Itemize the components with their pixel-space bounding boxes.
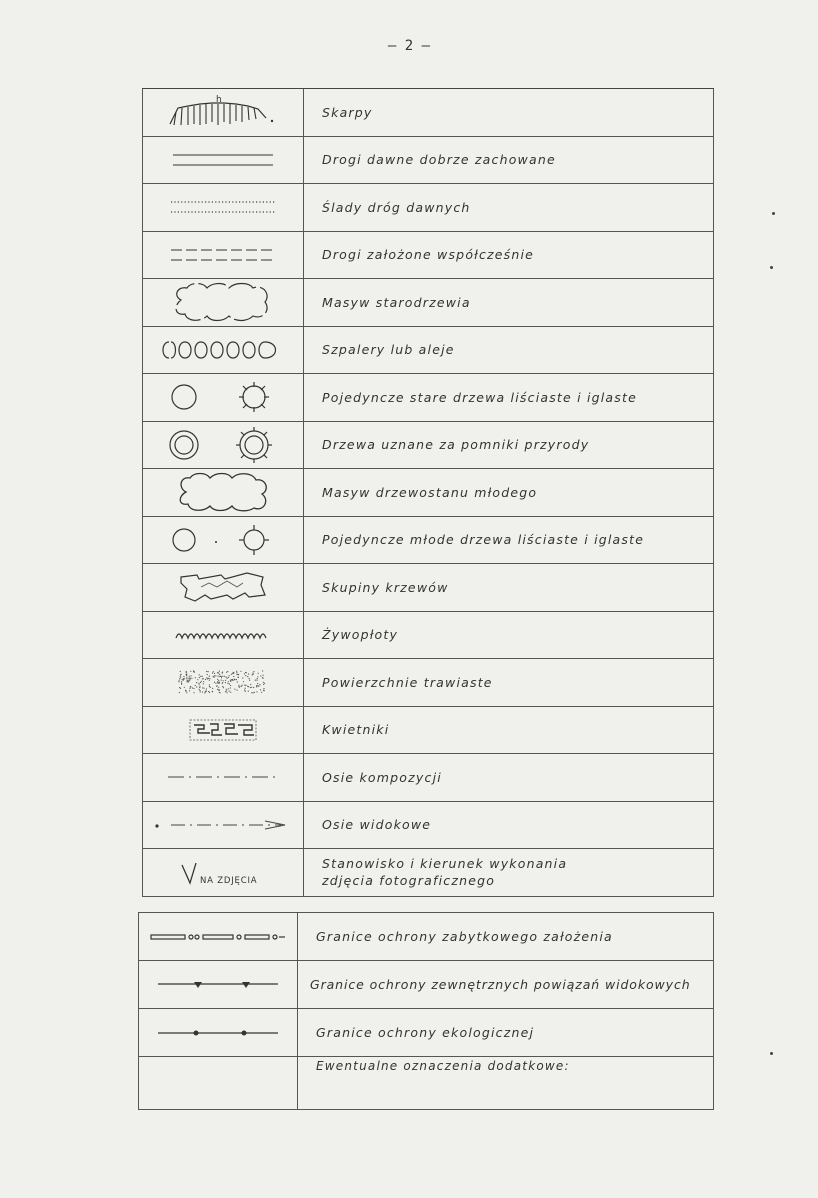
stipple-dot bbox=[231, 674, 232, 675]
stipple-dot bbox=[201, 681, 202, 682]
stipple-dot bbox=[237, 690, 238, 691]
stipple-dot bbox=[197, 679, 198, 680]
stipple-dot bbox=[261, 692, 262, 693]
stipple-dot bbox=[225, 691, 226, 692]
legend-row bbox=[138, 1009, 714, 1057]
stipple-dot bbox=[214, 673, 215, 674]
stipple-dot bbox=[217, 673, 218, 674]
stipple-dot bbox=[245, 688, 246, 689]
legend-label: Powierzchnie trawiaste bbox=[322, 674, 493, 690]
stipple-dot bbox=[262, 677, 263, 678]
stipple-dot bbox=[252, 675, 253, 676]
stipple-dot bbox=[245, 675, 246, 676]
chain-icon bbox=[143, 327, 304, 374]
stipple-dot bbox=[198, 683, 199, 684]
stipple-dot bbox=[215, 676, 216, 677]
stipple-dot bbox=[223, 687, 224, 688]
stipple-dot bbox=[233, 672, 234, 673]
stipple-dot bbox=[208, 691, 209, 692]
stipple-dot bbox=[221, 677, 222, 678]
stipple-dot bbox=[200, 687, 201, 688]
stipple-dot bbox=[228, 677, 229, 678]
stipple-dot bbox=[216, 686, 217, 687]
stipple-dot bbox=[258, 673, 259, 674]
stipple-dot bbox=[209, 685, 210, 686]
stipple-dot bbox=[190, 676, 191, 677]
stipple-dot bbox=[200, 676, 201, 677]
stipple-dot bbox=[263, 682, 264, 683]
legend-label: Granice ochrony zabytkowego założenia bbox=[316, 929, 613, 944]
stipple-dot bbox=[229, 684, 230, 685]
stipple-dot bbox=[224, 676, 225, 677]
stipple-dot bbox=[207, 674, 208, 675]
stipple-dot bbox=[209, 686, 210, 687]
border-legend-table bbox=[138, 912, 714, 1110]
tree-pair-icon bbox=[143, 517, 304, 564]
legend-row bbox=[142, 612, 714, 660]
stipple-dot bbox=[191, 678, 192, 679]
stipple-dot bbox=[217, 689, 218, 690]
stipple-dot bbox=[258, 686, 259, 687]
flowerbed-icon bbox=[143, 707, 304, 754]
stipple-dot bbox=[178, 681, 179, 682]
triangle-border-icon bbox=[139, 961, 298, 1008]
stipple-dot bbox=[213, 671, 214, 672]
skarpy-icon bbox=[143, 89, 304, 136]
stipple-dot bbox=[212, 688, 213, 689]
double-line-icon bbox=[143, 137, 304, 184]
heritage-border-icon bbox=[139, 913, 298, 960]
page-number: — 2 — bbox=[387, 38, 431, 54]
stipple-dot bbox=[203, 678, 204, 679]
stipple-dot bbox=[181, 683, 182, 684]
legend-row bbox=[142, 517, 714, 565]
stipple-dot bbox=[206, 678, 207, 679]
stipple-dot bbox=[263, 684, 264, 685]
legend-label: Żywopłoty bbox=[322, 627, 399, 643]
stipple-dot bbox=[222, 673, 223, 674]
dotted-double-line-icon bbox=[143, 184, 304, 231]
legend-label: Osie kompozycji bbox=[322, 769, 442, 785]
stipple-dot bbox=[186, 678, 187, 679]
stipple-dot bbox=[212, 691, 213, 692]
stipple-dot bbox=[238, 677, 239, 678]
skarpy-height-label: h bbox=[216, 95, 222, 106]
legend-label: Drogi dawne dobrze zachowane bbox=[322, 152, 556, 168]
stipple-dot bbox=[188, 678, 189, 679]
stipple-dot bbox=[253, 671, 254, 672]
stipple-dot bbox=[262, 671, 263, 672]
empty-symbol-cell bbox=[139, 1057, 298, 1109]
stipple-dot bbox=[180, 677, 181, 678]
stipple-dot bbox=[228, 689, 229, 690]
camera-v-icon bbox=[143, 849, 304, 896]
stipple-dot bbox=[248, 674, 249, 675]
stipple-dot bbox=[219, 682, 220, 683]
stipple-dot bbox=[225, 680, 226, 681]
camera-label: NA ZDJĘCIA bbox=[200, 876, 258, 887]
stipple-dot bbox=[189, 688, 190, 689]
stipple-dot bbox=[257, 678, 258, 679]
stipple-dot bbox=[208, 671, 209, 672]
speck bbox=[770, 266, 773, 269]
stipple-dot bbox=[226, 689, 227, 690]
stipple-dot bbox=[236, 679, 237, 680]
stipple-dot bbox=[249, 680, 250, 681]
stipple-dot bbox=[196, 687, 197, 688]
stipple-dot bbox=[187, 680, 188, 681]
stipple-dot bbox=[218, 680, 219, 681]
legend-row bbox=[142, 137, 714, 185]
legend-row bbox=[142, 327, 714, 375]
stipple-dot bbox=[232, 673, 233, 674]
cloud-icon bbox=[143, 469, 304, 516]
stipple-dot bbox=[200, 692, 201, 693]
stipple-dot bbox=[263, 675, 264, 676]
legend-label: Masyw starodrzewia bbox=[322, 294, 471, 310]
stipple-dot bbox=[241, 686, 242, 687]
stipple-dot bbox=[256, 680, 257, 681]
stipple-dot bbox=[189, 690, 190, 691]
stipple-dot bbox=[246, 672, 247, 673]
stipple-dot bbox=[228, 681, 229, 682]
legend-label: Szpalery lub aleje bbox=[322, 342, 455, 358]
legend-row bbox=[138, 912, 714, 961]
stipple-dot bbox=[185, 690, 186, 691]
legend-row bbox=[142, 184, 714, 232]
legend-table bbox=[142, 88, 714, 897]
stipple-dot bbox=[199, 684, 200, 685]
stipple-dot bbox=[181, 682, 182, 683]
stipple-dot bbox=[188, 681, 189, 682]
legend-label: Kwietniki bbox=[322, 722, 390, 738]
stipple-dot bbox=[229, 691, 230, 692]
stipple-dot bbox=[236, 672, 237, 673]
legend-label: Drogi założone współcześnie bbox=[322, 247, 535, 263]
stipple-dot bbox=[202, 676, 203, 677]
stipple-dot bbox=[219, 690, 220, 691]
stipple-dot bbox=[210, 687, 211, 688]
stipple-dot bbox=[238, 685, 239, 686]
stipple-dot bbox=[186, 675, 187, 676]
stipple-dot bbox=[237, 682, 238, 683]
legend-row bbox=[138, 1057, 714, 1110]
legend-label: Ewentualne oznaczenia dodatkowe: bbox=[316, 1059, 570, 1073]
stipple-dot bbox=[225, 682, 226, 683]
stipple-dot bbox=[206, 689, 207, 690]
stipple-dot bbox=[180, 675, 181, 676]
stipple-dot bbox=[257, 676, 258, 677]
stipple-dot bbox=[242, 685, 243, 686]
stipple-dot bbox=[180, 671, 181, 672]
stipple-dot bbox=[214, 676, 215, 677]
stipple-dot bbox=[259, 684, 260, 685]
stipple-dot bbox=[238, 674, 239, 675]
stipple-dot bbox=[254, 692, 255, 693]
stipple-dot bbox=[244, 690, 245, 691]
stipple-dot bbox=[227, 678, 228, 679]
stipple-dot bbox=[219, 676, 220, 677]
legend-label: Pojedyncze stare drzewa liściaste i iglaste bbox=[322, 389, 637, 405]
stipple-dot bbox=[219, 671, 220, 672]
stipple-dot bbox=[253, 687, 254, 688]
stipple-dot bbox=[192, 688, 193, 689]
double-tree-pair-icon bbox=[143, 422, 304, 469]
stipple-dot bbox=[255, 680, 256, 681]
stipple-dot bbox=[230, 681, 231, 682]
stipple-dot bbox=[183, 678, 184, 679]
stipple-dot bbox=[215, 683, 216, 684]
stipple-dot bbox=[180, 676, 181, 677]
legend-label: Ślady dróg dawnych bbox=[322, 199, 471, 215]
stipple-dot bbox=[236, 674, 237, 675]
stipple-dot bbox=[217, 682, 218, 683]
stipple-dot bbox=[250, 684, 251, 685]
legend-row bbox=[142, 374, 714, 422]
stipple-dot bbox=[185, 691, 186, 692]
stipple-dot bbox=[209, 680, 210, 681]
stipple-dot bbox=[186, 672, 187, 673]
stipple-dot bbox=[196, 682, 197, 683]
stipple-dot bbox=[248, 691, 249, 692]
stipple-dot bbox=[193, 688, 194, 689]
stipple-dot bbox=[199, 690, 200, 691]
stipple-dot bbox=[217, 679, 218, 680]
stipple-dot bbox=[222, 686, 223, 687]
stipple-dot bbox=[199, 677, 200, 678]
legend-label: Osie widokowe bbox=[322, 817, 432, 833]
stipple-dot bbox=[209, 676, 210, 677]
legend-row bbox=[142, 422, 714, 470]
legend-row bbox=[142, 707, 714, 755]
stipple-dot bbox=[195, 685, 196, 686]
stipple-dot bbox=[199, 675, 200, 676]
stipple-dot bbox=[230, 692, 231, 693]
stipple-dot bbox=[226, 691, 227, 692]
legend-label: Pojedyncze młode drzewa liściaste i iglaste bbox=[322, 532, 645, 548]
legend-label: Granice ochrony zewnętrznych powiązań widokowych bbox=[310, 977, 691, 992]
stipple-dot bbox=[230, 685, 231, 686]
stipple-dot bbox=[256, 692, 257, 693]
legend-row bbox=[142, 659, 714, 707]
stipple-dot bbox=[264, 690, 265, 691]
stipple-dot bbox=[221, 676, 222, 677]
stipple-dot bbox=[190, 678, 191, 679]
stipple-dot bbox=[234, 679, 235, 680]
stipple-dot bbox=[222, 682, 223, 683]
stipple-dot bbox=[186, 674, 187, 675]
stipple-dot bbox=[245, 691, 246, 692]
legend-row bbox=[142, 469, 714, 517]
stipple-dot bbox=[229, 675, 230, 676]
stipple-dot bbox=[243, 681, 244, 682]
stipple-dot bbox=[231, 679, 232, 680]
stipple-dot bbox=[206, 671, 207, 672]
stipple-dot bbox=[260, 676, 261, 677]
stipple-dot bbox=[264, 683, 265, 684]
stipple-dot bbox=[234, 689, 235, 690]
stipple-dot bbox=[221, 680, 222, 681]
legend-label bbox=[304, 849, 713, 896]
stipple-dot bbox=[226, 692, 227, 693]
stipple-dot bbox=[202, 688, 203, 689]
stipple-dot bbox=[179, 679, 180, 680]
stipple-dot bbox=[218, 687, 219, 688]
stipple-dot bbox=[227, 683, 228, 684]
stipple-dot bbox=[199, 689, 200, 690]
stipple-dot bbox=[218, 676, 219, 677]
legend-row bbox=[142, 754, 714, 802]
stipple-dot bbox=[247, 676, 248, 677]
legend-label: Skarpy bbox=[322, 104, 373, 120]
legend-label-line1: Stanowisko i kierunek wykonania bbox=[322, 856, 568, 872]
stipple-dot bbox=[205, 692, 206, 693]
legend-label: Granice ochrony ekologicznej bbox=[316, 1025, 535, 1040]
stipple-dot bbox=[184, 687, 185, 688]
wavy-line-icon bbox=[143, 612, 304, 659]
stipple-dot bbox=[217, 683, 218, 684]
stipple-dot bbox=[213, 676, 214, 677]
stipple-dot bbox=[227, 671, 228, 672]
legend-label: Masyw drzewostanu młodego bbox=[322, 484, 538, 500]
legend-row bbox=[142, 564, 714, 612]
stipple-dot bbox=[242, 678, 243, 679]
stipple-dot bbox=[249, 678, 250, 679]
speck bbox=[772, 212, 775, 215]
stipple-dot bbox=[247, 686, 248, 687]
stipple-dot bbox=[182, 679, 183, 680]
tree-pair-icon bbox=[143, 374, 304, 421]
stipple-dot bbox=[214, 682, 215, 683]
shrub-icon bbox=[143, 564, 304, 611]
stipple-dot bbox=[253, 693, 254, 694]
stipple-dot bbox=[226, 672, 227, 673]
stipple-dot bbox=[219, 674, 220, 675]
stipple-dot bbox=[238, 686, 239, 687]
dot-border-icon bbox=[139, 1009, 298, 1056]
stipple-dot bbox=[189, 676, 190, 677]
legend-label-line2: zdjęcia fotograficznego bbox=[322, 873, 496, 889]
stipple-dot bbox=[252, 673, 253, 674]
stipple-dot bbox=[200, 682, 201, 683]
stipple-dot bbox=[204, 693, 205, 694]
stipple-dot bbox=[202, 692, 203, 693]
stipple-dot bbox=[190, 671, 191, 672]
stipple-dot bbox=[195, 677, 196, 678]
stipple-dot bbox=[260, 690, 261, 691]
legend-row bbox=[142, 279, 714, 327]
stipple-dot bbox=[179, 692, 180, 693]
dashed-double-line-icon bbox=[143, 232, 304, 279]
legend-row bbox=[142, 802, 714, 850]
arrow-line-icon bbox=[143, 802, 304, 849]
stipple-dot bbox=[240, 671, 241, 672]
stipple-dot bbox=[206, 691, 207, 692]
stipple-dot bbox=[233, 676, 234, 677]
stipple-dot bbox=[186, 677, 187, 678]
stipple-dot bbox=[203, 681, 204, 682]
stipple-dot bbox=[193, 692, 194, 693]
stipple-dot bbox=[251, 692, 252, 693]
stipple-dot bbox=[180, 688, 181, 689]
stipple-dot bbox=[203, 688, 204, 689]
legend-row bbox=[142, 232, 714, 280]
stipple-dot bbox=[244, 685, 245, 686]
stipple-dot bbox=[189, 679, 190, 680]
stipple-dot bbox=[233, 680, 234, 681]
stipple-dot bbox=[263, 688, 264, 689]
stipple-dot bbox=[208, 678, 209, 679]
legend-row bbox=[138, 961, 714, 1009]
legend-row bbox=[142, 89, 714, 137]
stipple-dot bbox=[251, 687, 252, 688]
stipple-dot bbox=[190, 686, 191, 687]
legend-row bbox=[142, 849, 714, 897]
stipple-dot bbox=[187, 682, 188, 683]
stipple-dot bbox=[189, 680, 190, 681]
stipple-icon bbox=[143, 659, 304, 706]
dash-line-icon bbox=[143, 754, 304, 801]
stipple-dot bbox=[209, 692, 210, 693]
stipple-dot bbox=[256, 687, 257, 688]
stipple-dot bbox=[186, 692, 187, 693]
stipple-dot bbox=[220, 692, 221, 693]
stipple-dot bbox=[193, 671, 194, 672]
speck bbox=[770, 1052, 773, 1055]
stipple-dot bbox=[253, 674, 254, 675]
stipple-dot bbox=[203, 684, 204, 685]
cloud-icon bbox=[143, 279, 304, 326]
legend-label: Drzewa uznane za pomniki przyrody bbox=[322, 437, 590, 453]
stipple-dot bbox=[257, 683, 258, 684]
stipple-dot bbox=[256, 685, 257, 686]
stipple-dot bbox=[223, 680, 224, 681]
legend-label: Skupiny krzewów bbox=[322, 579, 449, 595]
stipple-dot bbox=[250, 687, 251, 688]
stipple-dot bbox=[212, 673, 213, 674]
stipple-dot bbox=[222, 676, 223, 677]
stipple-dot bbox=[183, 676, 184, 677]
stipple-dot bbox=[209, 678, 210, 679]
stipple-dot bbox=[244, 674, 245, 675]
stipple-dot bbox=[226, 677, 227, 678]
stipple-dot bbox=[230, 688, 231, 689]
stipple-dot bbox=[205, 679, 206, 680]
stipple-dot bbox=[236, 671, 237, 672]
